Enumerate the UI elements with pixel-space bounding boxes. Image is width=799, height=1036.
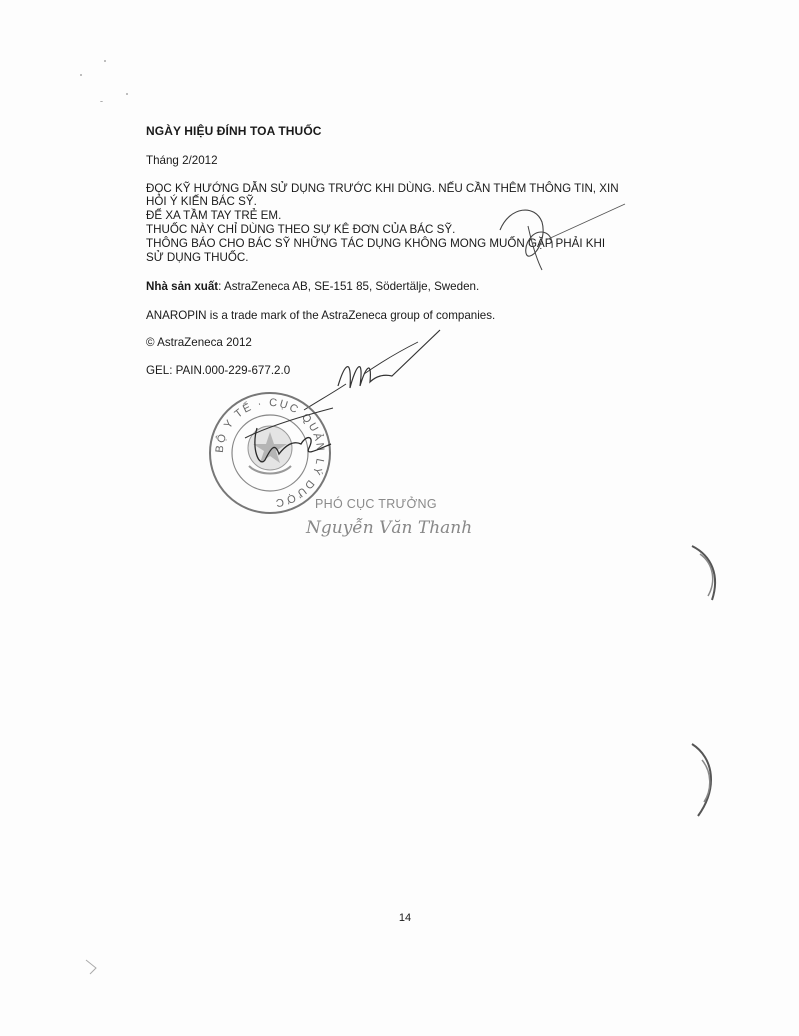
seal-ring-text: BỘ Y TẾ · CỤC QUẢN LÝ DƯỢC (213, 396, 327, 509)
svg-text:BỘ Y TẾ · CỤC QUẢN LÝ DƯỢC (214, 397, 326, 509)
edge-stamp-fragment (686, 542, 726, 612)
warning-line: HỎI Ý KIẾN BÁC SỸ. (146, 195, 257, 208)
warning-line: THÔNG BÁO CHO BÁC SỸ NHỮNG TÁC DỤNG KHÔNG MONG MUỐN GẶP PHẢI KHI (146, 237, 606, 250)
scan-speck (80, 74, 82, 76)
manufacturer-value: : AstraZeneca AB, SE-151 85, Södertälje, Sweden. (218, 280, 480, 293)
warning-line: THUỐC NÀY CHỈ DÙNG THEO SỰ KÊ ĐƠN CỦA BÁC SỸ. (146, 223, 456, 236)
edge-stamp-fragment (686, 740, 726, 820)
manufacturer-label: Nhà sản xuất (146, 280, 219, 293)
revision-date: Tháng 2/2012 (146, 154, 218, 167)
warning-line: SỬ DỤNG THUỐC. (146, 251, 249, 264)
scan-speck (126, 93, 128, 95)
initials-signature (490, 196, 630, 276)
scan-speck (104, 60, 106, 62)
stamp-signature-name: Nguyễn Văn Thanh (306, 518, 473, 538)
section-heading: NGÀY HIỆU ĐÍNH TOA THUỐC (146, 124, 322, 138)
handwritten-signature (300, 326, 450, 416)
warning-line: ĐỂ XA TẦM TAY TRẺ EM. (146, 209, 282, 222)
scan-corner-mark (84, 956, 104, 976)
warning-line: ĐỌC KỸ HƯỚNG DẪN SỬ DỤNG TRƯỚC KHI DÙNG. NẾU CẦN THÊM THÔNG TIN, XIN (146, 182, 619, 195)
page-number: 14 (398, 912, 412, 924)
scan-speck (100, 101, 103, 102)
manufacturer-line (146, 280, 479, 293)
copyright-line: © AstraZeneca 2012 (146, 336, 252, 349)
stamp-title: PHÓ CỤC TRƯỞNG (315, 497, 437, 511)
gel-code: GEL: PAIN.000-229-677.2.0 (146, 364, 291, 377)
trademark-line: ANAROPIN is a trade mark of the AstraZeneca group of companies. (146, 309, 496, 322)
